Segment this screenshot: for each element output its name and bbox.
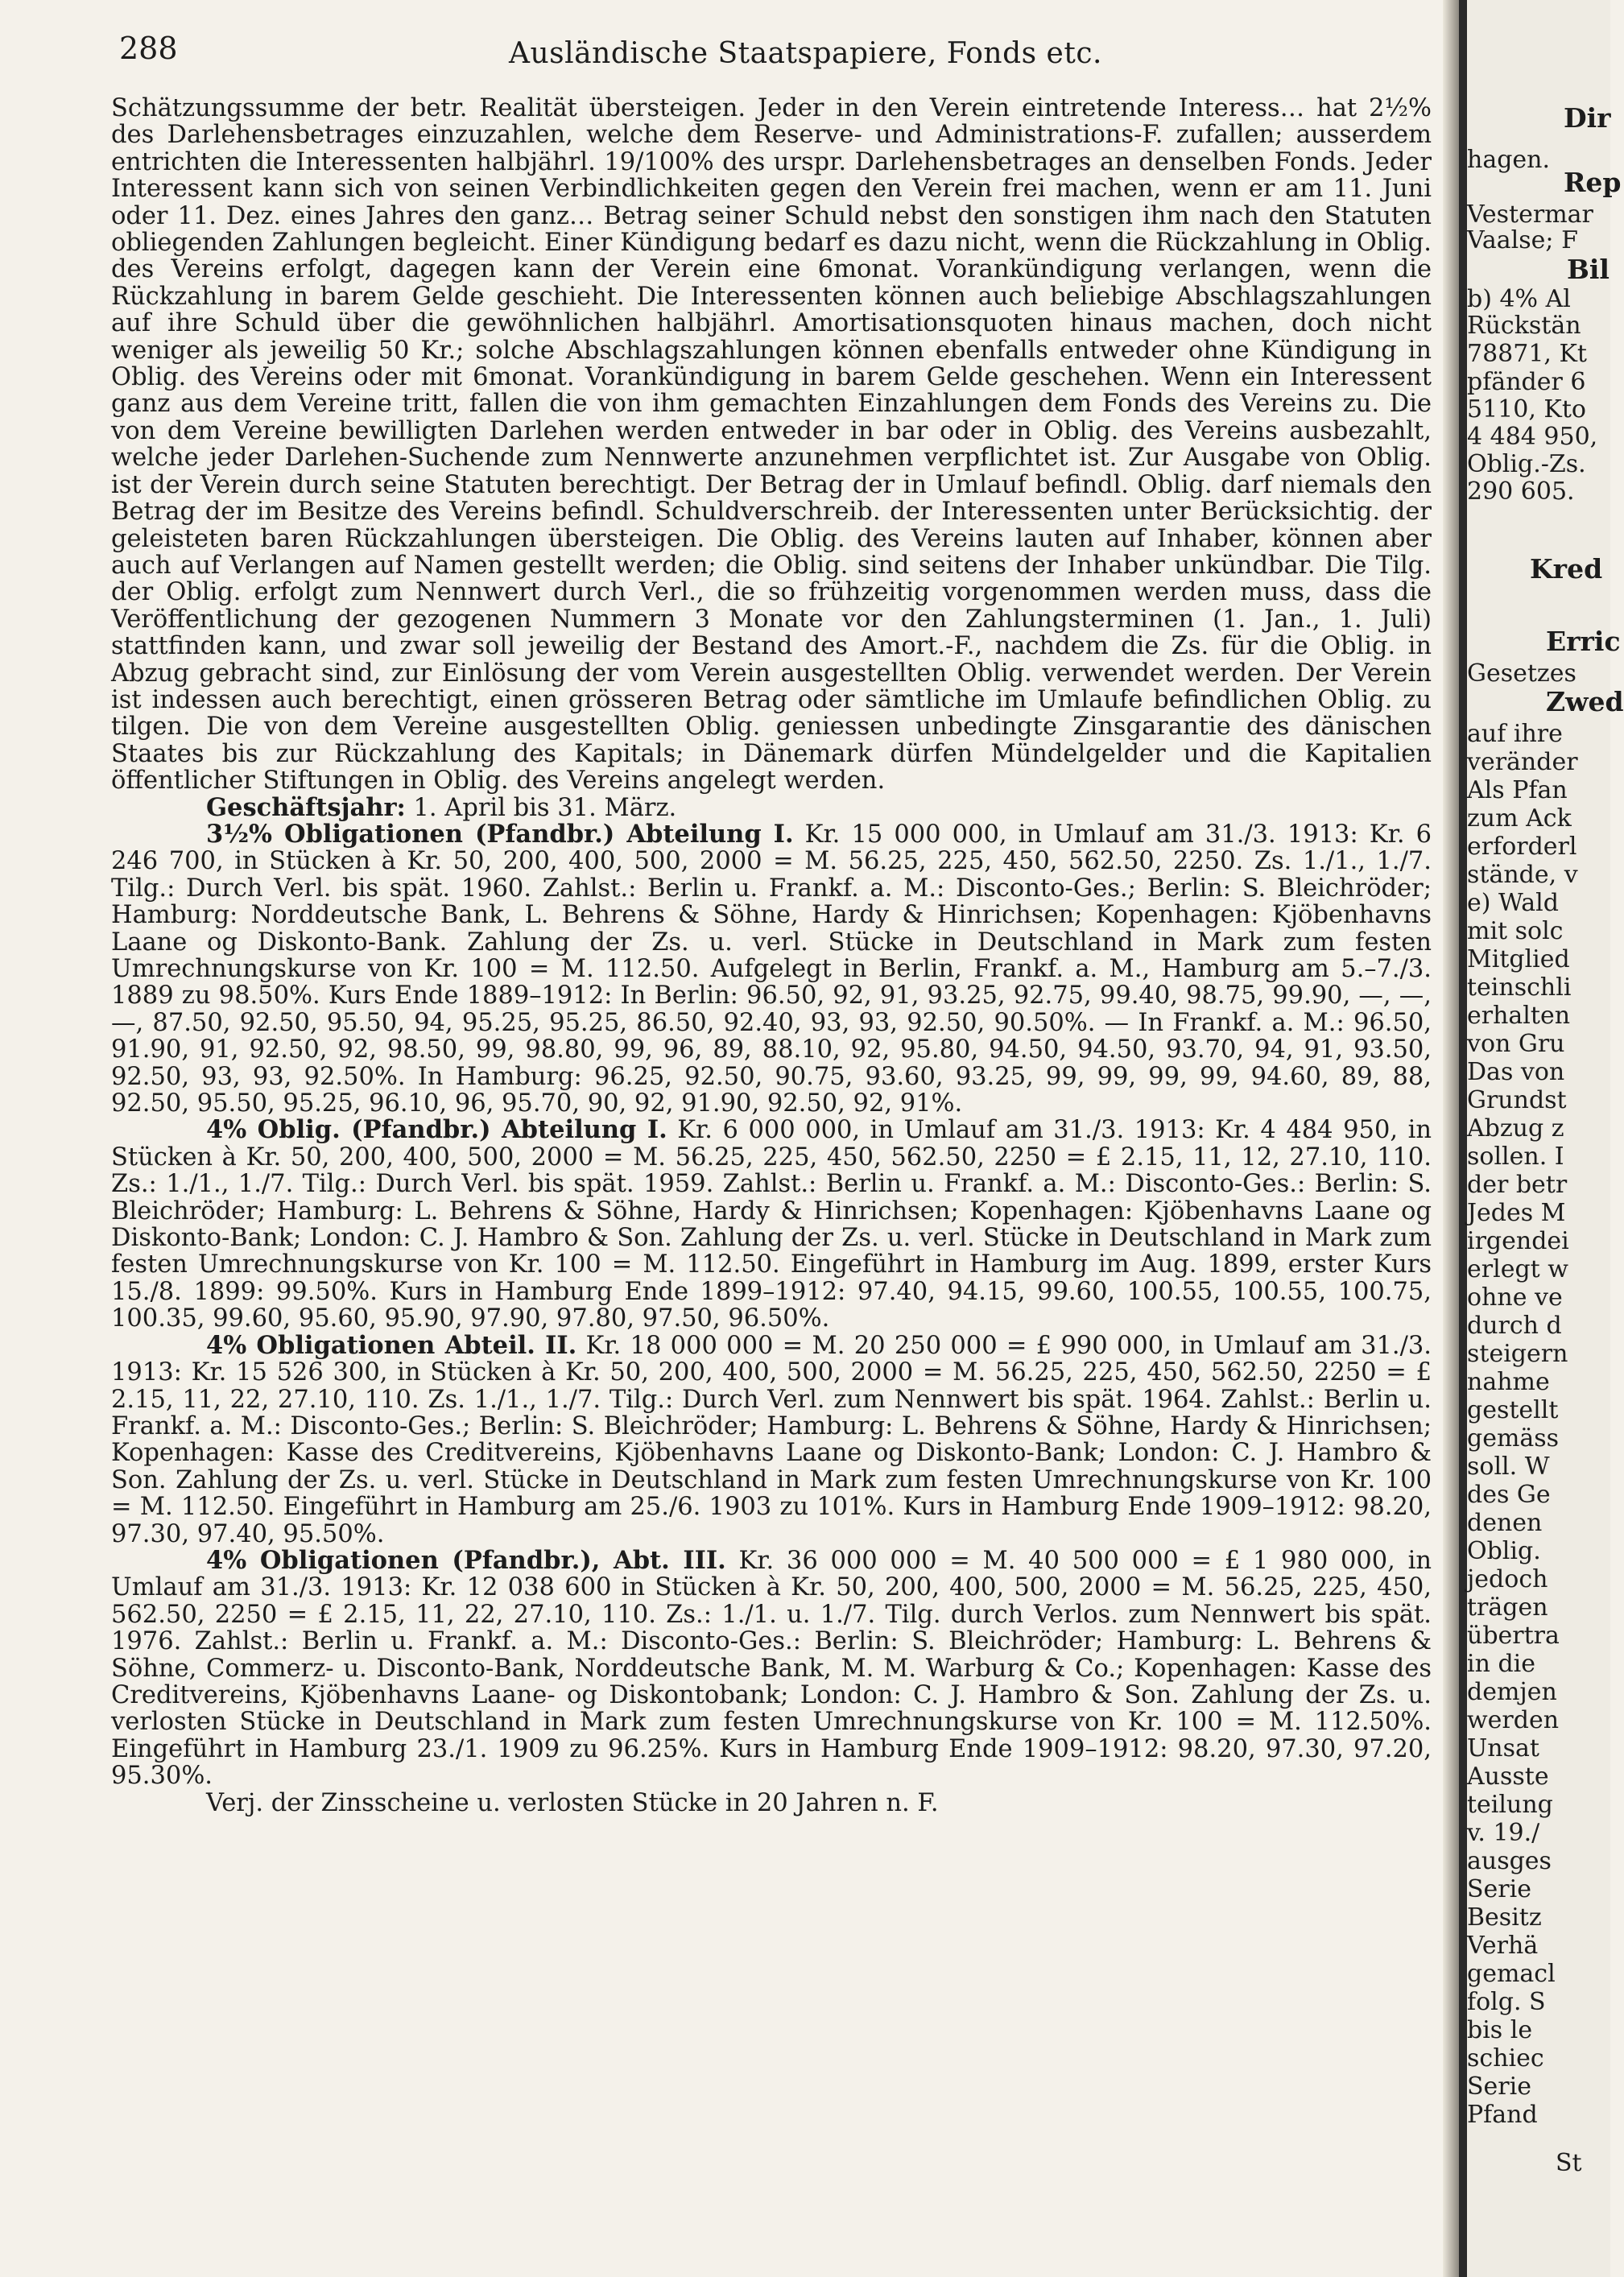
adjacent-page-text-fragment: Als Pfan bbox=[1467, 776, 1568, 804]
adjacent-page-text-fragment: durch d bbox=[1467, 1312, 1562, 1340]
adjacent-page-text-fragment: St bbox=[1556, 2149, 1582, 2177]
adjacent-page-text-fragment: 78871, Kt bbox=[1467, 340, 1587, 368]
adjacent-page-text-fragment: der betr bbox=[1467, 1171, 1568, 1199]
adjacent-page-text-fragment: Gesetzes bbox=[1467, 659, 1576, 688]
adjacent-page-text-fragment: ausges bbox=[1467, 1847, 1552, 1875]
adjacent-page-text-fragment: teilung bbox=[1467, 1791, 1553, 1819]
bond-section-heading: 4% Oblig. (Pfandbr.) Abteilung I. bbox=[206, 1115, 667, 1145]
adjacent-page-text-fragment: v. 19./ bbox=[1467, 1819, 1540, 1847]
adjacent-page-text-fragment: Abzug z bbox=[1467, 1114, 1564, 1143]
bond-section-3 bbox=[111, 1330, 1432, 1548]
adjacent-page-edge bbox=[1467, 0, 1624, 2277]
adjacent-page-text-fragment: 290 605. bbox=[1467, 477, 1575, 506]
adjacent-page-text-fragment: erhalten bbox=[1467, 1002, 1571, 1030]
adjacent-page-text-fragment: Erric bbox=[1546, 626, 1621, 657]
adjacent-page-text-fragment: schiec bbox=[1467, 2044, 1544, 2072]
adjacent-page-text-fragment: gestellt bbox=[1467, 1396, 1559, 1424]
closing-note: Verj. der Zinsscheine u. verlosten Stücke in 20 Jahren n. F. bbox=[206, 1788, 939, 1817]
adjacent-page-text-fragment: Mitglied bbox=[1467, 945, 1570, 973]
adjacent-page-text-fragment: veränder bbox=[1467, 748, 1578, 776]
adjacent-page-text-fragment: pfänder 6 bbox=[1467, 368, 1586, 396]
adjacent-page-text-fragment: Zwed bbox=[1546, 686, 1624, 717]
adjacent-page-text-fragment: teinschli bbox=[1467, 973, 1572, 1002]
bond-section-text: Kr. 15 000 000, in Umlauf am 31./3. 1913: Kr. 6 246 700, in Stücken à Kr. 50, 200, 400, 500, 2000 = M. 56.25, 225, 450, 562.50, 2250. Zs. 1./1., 1./7. Tilg.: Durch Verl. bis spät. 1960. Zahlst.: Berlin u. Frankf. a. M.: Disconto-Ges.; Berlin: S. Bleichröder; Hamburg: Norddeutsche Bank, L. Behrens & Söhne, Hardy & Hinrichsen; Kopenhagen: Kjöbenhavns Laane og Diskonto-Bank. Zahlung der Zs. u. verl. Stücke in Deutschland in Mark zum festen Umrechnungskurse von Kr. 100 = M. 112.50. Aufgelegt in Berlin, Frankf. a. M., Hamburg am 5.–7./3. 1889 zu 98.50%. Kurs Ende 1889–1912: In Berlin: 96.50, 92, 91, 93.25, 92.75, 99.40, 98.75, 99.90, —, —, —, 87.50, 92.50, 95.50, 94, 95.25, 95.25, 86.50, 92.40, 93, 93, 92.50, 90.50%. — In Frankf. a. M.: 96.50, 91.90, 91, 92.50, 92, 98.50, 99, 98.80, 99, 96, 89, 88.10, 92, 95.80, 94.50, 94.50, 93.70, 94, 91, 93.50, 92.50, 93, 93, 92.50%. In Hamburg: 96.25, 92.50, 90.75, 93.60, 93.25, 99, 99, 99, 99, 94.60, 89, 88, 92.50, 95.50, 95.25, 96.10, 96, 95.70, 90, 92, 91.90, 92.50, 92, 91%. bbox=[111, 820, 1432, 1118]
book-spine-shadow bbox=[1443, 0, 1459, 2277]
fiscal-year-text: 1. April bis 31. März. bbox=[405, 793, 677, 822]
adjacent-page-text-fragment: Rückstän bbox=[1467, 312, 1581, 340]
adjacent-page-text-fragment: Oblig.-Zs. bbox=[1467, 450, 1586, 478]
adjacent-page-text-fragment: denen bbox=[1467, 1509, 1543, 1537]
adjacent-page-text-fragment: werden bbox=[1467, 1706, 1560, 1734]
bond-section-heading: 4% Obligationen Abteil. II. bbox=[206, 1330, 577, 1360]
adjacent-page-text-fragment: mit solc bbox=[1467, 917, 1564, 945]
adjacent-page-text-fragment: Verhä bbox=[1467, 1932, 1539, 1960]
adjacent-page-text-fragment: 4 484 950, bbox=[1467, 423, 1598, 451]
adjacent-page-text-fragment: auf ihre bbox=[1467, 720, 1563, 748]
adjacent-page-text-fragment: Ausste bbox=[1467, 1763, 1549, 1791]
adjacent-page-text-fragment: Serie bbox=[1467, 1875, 1531, 1903]
bond-section-2 bbox=[111, 1117, 1432, 1332]
adjacent-page-text-fragment: irgendei bbox=[1467, 1227, 1569, 1255]
adjacent-page-text-fragment: Vestermar bbox=[1467, 200, 1593, 229]
bond-section-heading: 3½% Obligationen (Pfandbr.) Abteilung I. bbox=[206, 819, 794, 849]
adjacent-page-text-fragment: trägen bbox=[1467, 1593, 1548, 1622]
adjacent-page-text-fragment: soll. W bbox=[1467, 1453, 1550, 1481]
adjacent-page-text-fragment: von Gru bbox=[1467, 1030, 1565, 1058]
adjacent-page-text-fragment: des Ge bbox=[1467, 1481, 1551, 1509]
bond-section-1 bbox=[111, 821, 1432, 1117]
adjacent-page-text-fragment: demjen bbox=[1467, 1678, 1557, 1706]
adjacent-page-text-fragment: in die bbox=[1467, 1650, 1536, 1678]
adjacent-page-text-fragment: erlegt w bbox=[1467, 1255, 1568, 1283]
adjacent-page-text-fragment: hagen. bbox=[1467, 146, 1551, 174]
adjacent-page-text-fragment: Pfand bbox=[1467, 2101, 1538, 2129]
adjacent-page-text-fragment: Kred bbox=[1530, 553, 1603, 585]
fiscal-year-line bbox=[111, 792, 1432, 822]
adjacent-page-text-fragment: erforderl bbox=[1467, 833, 1577, 861]
adjacent-page-text-fragment: Oblig. bbox=[1467, 1537, 1541, 1565]
adjacent-page-text-fragment: Besitz bbox=[1467, 1903, 1542, 1932]
running-head: Ausländische Staatspapiere, Fonds etc. bbox=[509, 37, 1102, 70]
book-gutter bbox=[1459, 0, 1467, 2277]
page-number: 288 bbox=[119, 31, 178, 66]
adjacent-page-text-fragment: Jedes M bbox=[1467, 1199, 1566, 1227]
adjacent-page-text-fragment: bis le bbox=[1467, 2016, 1533, 2044]
adjacent-page-text-fragment: e) Wald bbox=[1467, 889, 1559, 917]
adjacent-page-text-fragment: nahme bbox=[1467, 1368, 1550, 1396]
adjacent-page-text-fragment: gemacl bbox=[1467, 1960, 1556, 1988]
adjacent-page-text-fragment: Bil bbox=[1567, 254, 1610, 285]
adjacent-page-text-fragment: Serie bbox=[1467, 2072, 1531, 2101]
main-text-column bbox=[111, 95, 1432, 1816]
bond-section-text: Kr. 6 000 000, in Umlauf am 31./3. 1913: Kr. 4 484 950, in Stücken à Kr. 50, 200, 400, 500, 2000 = M. 56.25, 225, 450, 562.50, 2250 = £ 2.15, 11, 12, 27.10, 110. Zs.: 1./1., 1./7. Tilg.: Durch Verl. bis spät. 1959. Zahlst.: Berlin u. Frankf. a. M.: Disconto-Ges.: Berlin: S. Bleichröder; Hamburg: L. Behrens & Söhne, Hardy & Hinrichsen; Kopenhagen: Kjöbenhavns Laane og Diskonto-Bank; London: C. J. Hambro & Son. Zahlung der Zs. u. verl. Stücke in Deutschland in Mark zum festen Umrechnungskurse von Kr. 100 = M. 112.50. Eingeführt in Hamburg im Aug. 1899, erster Kurs 15./8. 1899: 99.50%. Kurs in Hamburg Ende 1899–1912: 97.40, 94.15, 99.60, 100.55, 100.55, 100.75, 100.35, 99.60, 95.60, 95.90, 97.90, 97.80, 97.50, 96.50%. bbox=[111, 1116, 1432, 1333]
adjacent-page-text-fragment: jedoch bbox=[1467, 1565, 1548, 1593]
bond-section-text: Kr. 36 000 000 = M. 40 500 000 = £ 1 980 000, in Umlauf am 31./3. 1913: Kr. 12 038 600 in Stücken à Kr. 50, 200, 400, 500, 2000 = M. 56.25, 225, 450, 562.50, 2250 = £ 2.15, 11, 22, 27.10, 110. Zs.: 1./1. u. 1./7. Tilg. durch Verlos. zum Nennwert bis spät. 1976. Zahlst.: Berlin u. Frankf. a. M.: Disconto-Ges.: Berlin: S. Bleichröder; Hamburg: L. Behrens & Söhne, Commerz- u. Disconto-Bank, Norddeutsche Bank, M. M. Warburg & Co.; Kopenhagen: Kasse des Creditvereins, Kjöbenhavns Laane- og Diskontobank; London: C. J. Hambro & Son. Zahlung der Zs. u. verlosten Stücke in Deutschland in Mark zum festen Umrechnungskurse von Kr. 100 = M. 112.50%. Eingeführt in Hamburg 23./1. 1909 zu 96.25%. Kurs in Hamburg Ende 1909–1912: 98.20, 97.30, 97.20, 95.30%. bbox=[111, 1546, 1432, 1791]
adjacent-page-text-fragment: ohne ve bbox=[1467, 1283, 1563, 1312]
adjacent-page-text-fragment: Das von bbox=[1467, 1058, 1565, 1086]
bond-section-heading: 4% Obligationen (Pfandbr.), Abt. III. bbox=[206, 1545, 726, 1575]
adjacent-page-text-fragment: sollen. I bbox=[1467, 1143, 1564, 1171]
adjacent-page-text-fragment: Vaalse; F bbox=[1467, 226, 1578, 254]
adjacent-page-text-fragment: Unsat bbox=[1467, 1734, 1539, 1763]
adjacent-page-text-fragment: Dir bbox=[1564, 102, 1611, 134]
adjacent-page-text-fragment: Rep bbox=[1564, 167, 1622, 198]
adjacent-page-text-fragment: übertra bbox=[1467, 1622, 1560, 1650]
adjacent-page-text-fragment: steigern bbox=[1467, 1340, 1568, 1368]
adjacent-page-text-fragment: stände, v bbox=[1467, 861, 1578, 889]
intro-paragraph: Schätzungssumme der betr. Realität übersteigen. Jeder in den Verein eintretende Interess… hat 2½% des Darlehensbetrages einzuzahlen, welche dem Reserve- und Administrations-F. zufallen; ausserdem entrichten die Interessenten halbjährl. 19/100% des urspr. Darlehensbetrages an denselben Fonds. Jeder Interessent kann sich von seinen Verbindlichkeiten gegen den Verein frei machen, wenn er am 11. Juni oder 11. Dez. eines Jahres den ganz… Betrag seiner Schuld nebst den sonstigen ihm nach den Statuten obliegenden Zahlungen begleicht. Einer Kündigung bedarf es dazu nicht, wenn die Rückzahlung in Oblig. des Vereins erfolgt, dagegen kann der Verein eine 6monat. Vorankündigung verlangen, wenn die Rückzahlung in barem Gelde geschieht. Die Interessenten können auch beliebige Abschlagszahlungen auf ihre Schuld über die gewöhnlichen halbjährl. Amortisationsquoten hinaus machen, doch nicht weniger als jeweilig 50 Kr.; solche Abschlagszahlungen können ebenfalls entweder ohne Kündigung in Oblig. des Vereins oder mit 6monat. Vorankündigung in barem Gelde geschehen. Wenn ein Interessent ganz aus dem Vereine tritt, fallen die von ihm gemachten Einzahlungen dem Fonds des Vereins zu. Die von dem Vereine bewilligten Darlehen werden entweder in bar oder in Oblig. des Vereins ausbezahlt, welche jeder Darlehen-Suchende zum Nennwerte anzunehmen verpflichtet ist. Zur Ausgabe von Oblig. ist der Verein durch seine Statuten berechtigt. Der Betrag der in Umlauf befindl. Oblig. darf niemals den Betrag der im Besitze des Vereins befindl. Schuldverschreib. der Interessenten unter Berücksichtig. der geleisteten baren Rückzahlungen übersteigen. Die Oblig. des Vereins lauten auf Inhaber, können aber auch auf Verlangen auf Namen gestellt werden; die Oblig. sind seitens der Inhaber unkündbar. Die Tilg. der Oblig. erfolgt zum Nennwert durch Verl., die so frühzeitig vorgenommen werden muss, dass die Veröffentlichung der gezogenen Nummern 3 Monate vor den Zahlungsterminen (1. Jan., 1. Juli) stattfinden kann, und zwar soll jeweilig der Bestand des Amort.-F., nachdem die Zs. für die Oblig. in Abzug gebracht sind, zur Einlösung der vom Verein ausgestellten Oblig. verwendet werden. Der Verein ist indessen auch berechtigt, einen grösseren Betrag oder sämtliche im Umlaufe befindlichen Oblig. zu tilgen. Die von dem Vereine ausgestellten Oblig. geniessen unbedingte Zinsgarantie des dänischen Staates bis zur Rückzahlung des Kapitals; in Dänemark dürfen Mündelgelder und die Kapitalien öffentlicher Stiftungen in Oblig. des Vereins angelegt werden. bbox=[111, 94, 1432, 796]
adjacent-page-text-fragment: Grundst bbox=[1467, 1086, 1567, 1114]
bond-section-4 bbox=[111, 1545, 1432, 1791]
adjacent-page-text-fragment: folg. S bbox=[1467, 1988, 1546, 2016]
fiscal-year-label: Geschäftsjahr: bbox=[206, 792, 406, 822]
adjacent-page-text-fragment: 5110, Kto bbox=[1467, 395, 1586, 424]
adjacent-page-text-fragment: b) 4% Al bbox=[1467, 285, 1571, 313]
adjacent-page-text-fragment: gemäss bbox=[1467, 1424, 1560, 1453]
adjacent-page-text-fragment: zum Ack bbox=[1467, 804, 1572, 833]
bond-section-text: Kr. 18 000 000 = M. 20 250 000 = £ 990 000, in Umlauf am 31./3. 1913: Kr. 15 526 300, in Stücken à Kr. 50, 200, 400, 500, 2000 = M. 56.25, 225, 450, 562.50, 2250 = £ 2.15, 11, 22, 27.10, 110. Zs. 1./1., 1./7. Tilg.: Durch Verl. zum Nennwert bis spät. 1964. Zahlst.: Berlin u. Frankf. a. M.: Disconto-Ges.; Berlin: S. Bleichröder; Hamburg: L. Behrens & Söhne, Hardy & Hinrichsen; Kopenhagen: Kasse des Creditvereins, Kjöbenhavns Laane og Diskonto-Bank; London: C. J. Hambro & Son. Zahlung der Zs. u. verl. Stücke in Deutschland in Mark zum festen Umrechnungskurse von Kr. 100 = M. 112.50. Eingeführt in Hamburg am 25./6. 1903 zu 101%. Kurs in Hamburg Ende 1909–1912: 98.20, 97.30, 97.40, 95.50%. bbox=[111, 1331, 1432, 1548]
